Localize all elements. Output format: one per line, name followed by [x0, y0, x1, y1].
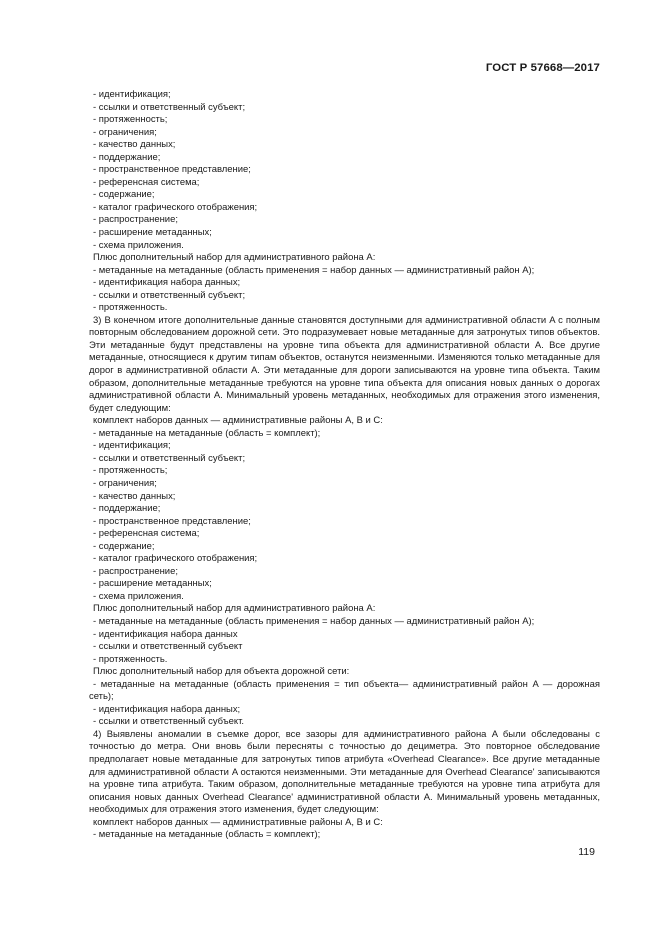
text-line: - поддержание;: [93, 151, 161, 163]
text-line: - идентификация набора данных;: [93, 703, 241, 715]
text-line: - ограничения;: [93, 126, 157, 138]
text-line: Плюс дополнительный набор для административного района A:: [93, 603, 376, 615]
page-number: 119: [578, 846, 595, 858]
text-line: - метаданные на метаданные (область применения = набор данных — административный район A);: [93, 264, 535, 276]
text-line: - протяженность.: [93, 653, 168, 665]
text-line: - содержание;: [93, 540, 155, 552]
document-code: ГОСТ Р 57668—2017: [485, 62, 600, 74]
text-line: - схема приложения.: [93, 239, 184, 251]
text-line: комплект наборов данных — административные районы A, B и C:: [93, 415, 383, 427]
text-line: - качество данных;: [93, 490, 176, 502]
text-line: - протяженность;: [93, 114, 168, 126]
paragraph: 3) В конечном итоге дополнительные данные становятся доступными для административной области A с полным повторным обследованием дорожной сети. Это подразумевает новые метаданные для затронутых типов объектов. Эти метаданные будут представлены на уровне типа объекта для административной области A. Все другие метаданные, относящиеся к другим типам объектов, останутся неизменными. Изменяются только метаданные для дорог в административной области A. Эти метаданные для дороги записываются на уровне типа объекта. Таким образом, дополнительные метаданные требуются на уровне типа объекта для описания новых данных о дорогах административной области A. Минимальный уровень метаданных, необходимых для отражения этого изменения, будет следующим:: [89, 314, 600, 414]
text-line: - референсная система;: [93, 528, 200, 540]
text-line: - идентификация набора данных;: [93, 277, 241, 289]
text-line: - расширение метаданных;: [93, 578, 212, 590]
text-line: - ссылки и ответственный субъект;: [93, 452, 246, 464]
text-line: - каталог графического отображения;: [93, 553, 258, 565]
text-line: - метаданные на метаданные (область = комплект);: [93, 829, 321, 841]
text-line: - идентификация;: [93, 89, 171, 100]
text-line: - ограничения;: [93, 477, 157, 489]
text-line: - ссылки и ответственный субъект.: [93, 716, 245, 728]
text-line: - качество данных;: [93, 139, 176, 151]
text-line: - ссылки и ответственный субъект;: [93, 101, 246, 113]
text-line: - каталог графического отображения;: [93, 201, 258, 213]
text-line: Плюс дополнительный набор для административного района A:: [93, 252, 376, 264]
paragraph: - метаданные на метаданные (область применения = тип объекта— административный район A — дорожная сеть);: [89, 678, 600, 703]
document-body: [89, 89, 600, 842]
text-line: - протяженность.: [93, 302, 168, 314]
text-line: - пространственное представление;: [93, 515, 251, 527]
text-line: - распространение;: [93, 565, 178, 577]
paragraph: 4) Выявлены аномалии в съемке дорог, все зазоры для административного района A были обследованы с точностью до метра. Они вновь были пересняты с точностью до дециметра. Это повторное обследование предполагает новые метаданные для затронутых типов атрибута «Overhead Clearance». Все другие метаданные для административной области A остаются неизменными. Эти метаданные для Overhead Clearance' записываются на уровне типа атрибута. Таким образом, дополнительные метаданные требуются на уровне типа атрибута для описания новых данных Overhead Clearance' административной области A. Минимальный уровень метаданных, необходимых для отражения этого изменения, будет следующим:: [89, 728, 600, 816]
text-line: Плюс дополнительный набор для объекта дорожной сети:: [93, 666, 350, 678]
text-line: - содержание;: [93, 189, 155, 201]
text-line: - ссылки и ответственный субъект;: [93, 289, 246, 301]
text-line: - метаданные на метаданные (область применения = набор данных — административный район A);: [93, 615, 535, 627]
text-line: - распространение;: [93, 214, 178, 226]
text-line: - ссылки и ответственный субъект: [93, 641, 243, 653]
text-line: - пространственное представление;: [93, 164, 251, 176]
text-line: - протяженность;: [93, 465, 168, 477]
text-line: - метаданные на метаданные (область = комплект);: [93, 427, 321, 439]
text-line: - идентификация набора данных: [93, 628, 238, 640]
text-line: - расширение метаданных;: [93, 227, 212, 239]
text-line: - идентификация;: [93, 440, 171, 452]
text-line: - поддержание;: [93, 503, 161, 515]
text-line: комплект наборов данных — административные районы A, B и C:: [93, 816, 383, 828]
text-line: - референсная система;: [93, 176, 200, 188]
text-line: - схема приложения.: [93, 590, 184, 602]
